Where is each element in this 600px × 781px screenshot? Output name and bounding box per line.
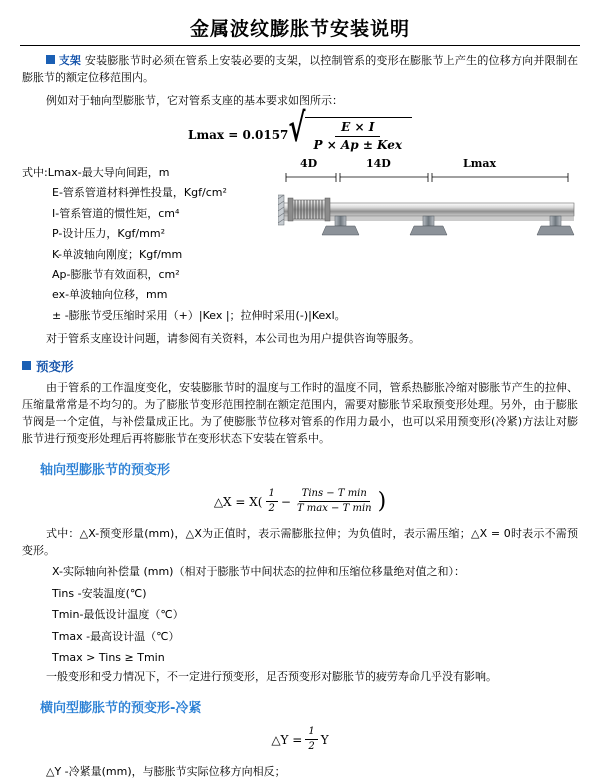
lateral-predeform-paragraph-1: △Y -冷紧量(mm)，与膨胀节实际位移方向相反；: [46, 765, 286, 779]
list-item: Tmin-最低设计温度（℃）: [52, 608, 184, 622]
axial-formula-temp-fraction: [294, 488, 375, 515]
lmax-fraction-denominator: P × Ap ± Kex: [313, 138, 402, 153]
list-item: Tins -安装温度(℃): [52, 586, 147, 600]
lateral-formula-half: [305, 726, 317, 753]
lmax-formula: [22, 106, 578, 153]
axial-formula-lhs: △X = X(: [213, 494, 263, 509]
diagram-label-lmax: Lmax: [463, 157, 497, 171]
diagram-label-4d: 4D: [300, 157, 318, 171]
radical-icon: √: [288, 106, 306, 152]
lateral-formula-rhs: Y: [320, 732, 329, 747]
predeform-paragraph-1: 由于管系的工作温度变化，安装膨胀节时的温度与工作时的温度不同，管系热膨胀冷缩对膨胀节产生的拉伸、压缩量常常是不均匀的。为了膨胀节变形范围控制在额定范围内，需要对膨胀节采取预变形处理。另外，由于膨胀节阀是一个定值，与补偿量成正比。为了使膨胀节位移对管系的作用力最小，也可以采用预变形(冷紧)方法让对膨胀节进行预变形处理后再将膨胀节在变形状态下安装在管系中。: [22, 380, 578, 446]
predeform-section-heading: [22, 357, 578, 375]
variable-item: 式中:Lmax-最大导向间距，m: [22, 166, 170, 180]
bracket-section-paragraph-1: [22, 52, 578, 86]
variable-item: K-单波轴向刚度；Kgf/mm: [52, 247, 183, 261]
page-title: 金属波纹膨胀节安装说明: [189, 18, 410, 40]
lateral-predeform-formula: [22, 726, 578, 753]
list-item: Tmax -最高设计温（℃）: [52, 629, 180, 643]
axial-formula-half: [266, 488, 278, 515]
axial-formula-minus: −: [280, 494, 291, 509]
list-item: X-实际轴向补偿量 (mm)（相对于膨胀节中间状态的拉伸和压缩位移量绝对值之和）：: [52, 565, 465, 579]
variable-item: E-管系管道材料弹性投量，Kgf/cm²: [52, 186, 227, 200]
temp-fraction-denominator: T max − T min: [296, 503, 372, 515]
lmax-fraction: [308, 120, 409, 153]
axial-predeform-items: [22, 561, 578, 668]
axial-predeform-paragraph-1: 式中：△X-预变形量(mm)，△X为正值时，表示需膨胀拉伸；为负值时，表示需压缩；△X = 0时表示不需预变形。: [22, 527, 578, 558]
variable-item: I-管系管道的惯性矩，cm⁴: [52, 206, 180, 220]
diagram-svg: [278, 173, 578, 273]
axial-predeform-heading: 轴向型膨胀节的预变形: [40, 463, 171, 479]
title-divider: [20, 45, 580, 46]
bracket-paragraph-3: 对于管系支座设计问题，请参阅有关资料，本公司也为用户提供咨询等服务。: [46, 331, 420, 345]
bracket-paragraph-2: 例如对于轴向型膨胀节，它对管系支座的基本要求如图所示：: [46, 94, 343, 108]
half-denominator: 2: [308, 741, 315, 753]
half-denominator: 2: [268, 503, 275, 515]
bellows: [288, 198, 330, 221]
lateral-formula-lhs: △Y =: [271, 732, 303, 747]
diagram-labels: [278, 157, 578, 173]
list-item: Tmax > Tins ≥ Tmin: [52, 650, 165, 664]
half-numerator: 1: [266, 488, 278, 502]
axial-formula-rhs: ): [377, 488, 387, 514]
document-content: [0, 52, 600, 781]
expansion-joint-diagram: [278, 157, 578, 277]
bracket-section-heading: 支架: [58, 54, 82, 67]
variable-item: P-设计压力，Kgf/mm²: [52, 227, 165, 241]
variable-item: Ap-膨胀节有效面积，cm²: [52, 267, 180, 281]
document-page: [0, 14, 600, 779]
blue-square-icon: [22, 361, 31, 370]
variable-item: ex-单波轴向位移，mm: [52, 288, 168, 302]
lateral-predeform-heading: 横向型膨胀节的预变形-冷紧: [40, 701, 202, 717]
sqrt-group: [288, 106, 412, 153]
axial-predeform-formula: [22, 488, 578, 515]
predeform-heading-text: 预变形: [36, 358, 74, 374]
half-numerator: 1: [305, 726, 317, 740]
blue-square-icon: [46, 55, 55, 64]
bracket-paragraph-1-text: 安装膨胀节时必须在管系上安装必要的支架，以控制管系的变形在膨胀节上产生的位移方向并限制在膨胀节的额定位移范围内。: [22, 54, 579, 85]
lmax-formula-lhs: Lmax = 0.0157: [188, 128, 289, 143]
temp-fraction-numerator: Tins − T min: [299, 488, 370, 502]
diagram-label-14d: 14D: [366, 157, 391, 171]
lmax-fraction-numerator: E × I: [335, 120, 380, 137]
axial-predeform-paragraph-2: 一般变形和受力情况下，不一定进行预变形，足否预变形对膨胀节的疲劳寿命几乎没有影响。: [46, 670, 497, 684]
variable-item: ± -膨胀节受压缩时采用（+）|Kex |；拉伸时采用(-)|Kexl。: [52, 308, 346, 322]
